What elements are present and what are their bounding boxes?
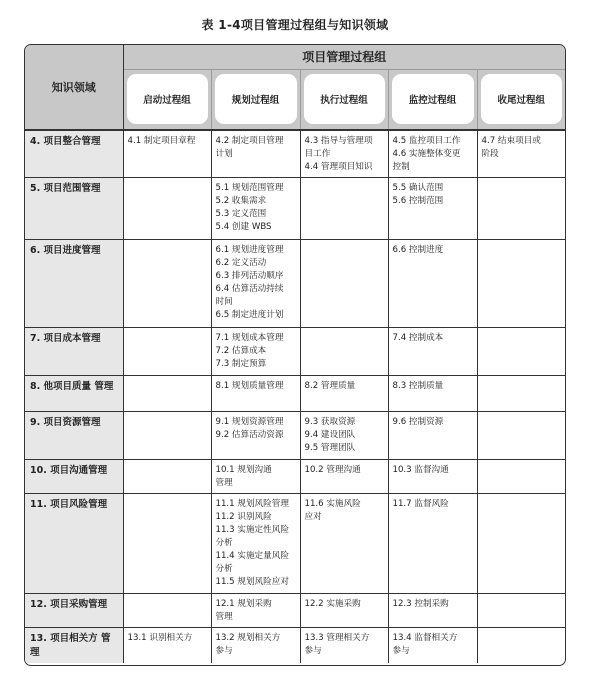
knowledge-area-cell: 8. 他项目质量 管理 [25, 375, 123, 411]
column-header-initiating [123, 69, 211, 130]
process-cell [477, 177, 565, 239]
process-cell [477, 375, 565, 411]
column-header-closing [477, 69, 565, 130]
process-cell [123, 327, 211, 375]
process-cell: 5.5 确认范围 5.6 控制范围 [388, 177, 477, 239]
table-row [25, 327, 565, 375]
process-cell [477, 627, 565, 663]
process-cell: 8.2 管理质量 [300, 375, 388, 411]
table-row [25, 375, 565, 411]
process-cell [123, 177, 211, 239]
knowledge-area-cell: 13. 项目相关方 管理 [25, 627, 123, 663]
column-label: 执行过程组 [304, 74, 385, 124]
process-cell [300, 327, 388, 375]
process-cell [123, 375, 211, 411]
table-row [25, 177, 565, 239]
knowledge-area-cell: 6. 项目进度管理 [25, 239, 123, 327]
process-cell [123, 411, 211, 459]
process-groups-header: 项目管理过程组 [123, 45, 565, 69]
process-cell: 4.1 制定项目章程 [123, 130, 211, 178]
process-cell: 11.1 规划风险管理 11.2 识别风险 11.3 实施定性风险 分析 11.4 实施定量风险 分析 11.5 规划风险应对 [211, 493, 300, 593]
process-cell: 5.1 规划范围管理 5.2 收集需求 5.3 定义范围 5.4 创建 WBS [211, 177, 300, 239]
process-cell: 8.1 规划质量管理 [211, 375, 300, 411]
knowledge-area-cell: 10. 项目沟通管理 [25, 459, 123, 493]
process-cell [123, 239, 211, 327]
knowledge-area-header: 知识领域 [25, 45, 123, 130]
column-header-executing [300, 69, 388, 130]
process-cell: 13.2 规划相关方 参与 [211, 627, 300, 663]
column-label: 监控过程组 [392, 74, 474, 124]
process-cell [123, 593, 211, 627]
process-cell: 7.1 规划成本管理 7.2 估算成本 7.3 制定预算 [211, 327, 300, 375]
process-cell: 4.2 制定项目管理 计划 [211, 130, 300, 178]
table-row [25, 130, 565, 178]
column-header-planning [211, 69, 300, 130]
table-row [25, 411, 565, 459]
process-cell: 4.5 监控项目工作 4.6 实施整体变更 控制 [388, 130, 477, 178]
process-cell: 11.7 监督风险 [388, 493, 477, 593]
table-row [25, 593, 565, 627]
column-label: 启动过程组 [127, 74, 208, 124]
process-cell: 9.1 规划资源管理 9.2 估算活动资源 [211, 411, 300, 459]
process-cell [123, 493, 211, 593]
process-cell [477, 327, 565, 375]
column-header-monitoring [388, 69, 477, 130]
process-cell: 7.4 控制成本 [388, 327, 477, 375]
process-cell: 10.1 规划沟通 管理 [211, 459, 300, 493]
process-cell: 12.2 实施采购 [300, 593, 388, 627]
knowledge-area-cell: 9. 项目资源管理 [25, 411, 123, 459]
process-cell: 13.4 监督相关方 参与 [388, 627, 477, 663]
process-cell [300, 177, 388, 239]
knowledge-area-cell: 12. 项目采购管理 [25, 593, 123, 627]
table-grid [25, 45, 565, 663]
process-cell: 9.3 获取资源 9.4 建设团队 9.5 管理团队 [300, 411, 388, 459]
column-label: 收尾过程组 [481, 74, 563, 124]
knowledge-area-cell: 7. 项目成本管理 [25, 327, 123, 375]
process-cell [300, 239, 388, 327]
process-cell [477, 411, 565, 459]
process-cell: 11.6 实施风险 应对 [300, 493, 388, 593]
table-row [25, 459, 565, 493]
column-label: 规划过程组 [215, 74, 297, 124]
process-cell: 12.3 控制采购 [388, 593, 477, 627]
table-row [25, 627, 565, 663]
table-row [25, 493, 565, 593]
process-cell [477, 239, 565, 327]
process-cell: 6.1 规划进度管理 6.2 定义活动 6.3 排列活动顺序 6.4 估算活动持续 时间 6.5 制定进度计划 [211, 239, 300, 327]
process-cell: 8.3 控制质量 [388, 375, 477, 411]
process-cell: 10.2 管理沟通 [300, 459, 388, 493]
process-knowledge-table [24, 44, 566, 666]
process-cell: 12.1 规划采购 管理 [211, 593, 300, 627]
knowledge-area-cell: 5. 项目范围管理 [25, 177, 123, 239]
process-cell: 4.3 指导与管理项 目工作 4.4 管理项目知识 [300, 130, 388, 178]
knowledge-area-cell: 4. 项目整合管理 [25, 130, 123, 178]
process-cell: 9.6 控制资源 [388, 411, 477, 459]
process-cell: 10.3 监督沟通 [388, 459, 477, 493]
table-row [25, 239, 565, 327]
process-cell: 4.7 结束项目或 阶段 [477, 130, 565, 178]
process-cell [477, 459, 565, 493]
process-cell [477, 593, 565, 627]
process-cell [123, 459, 211, 493]
table-title: 表 1-4项目管理过程组与知识领域 [201, 18, 389, 32]
process-cell: 13.1 识别相关方 [123, 627, 211, 663]
knowledge-area-cell: 11. 项目风险管理 [25, 493, 123, 593]
process-cell: 13.3 管理相关方 参与 [300, 627, 388, 663]
process-cell: 6.6 控制进度 [388, 239, 477, 327]
process-cell [477, 493, 565, 593]
